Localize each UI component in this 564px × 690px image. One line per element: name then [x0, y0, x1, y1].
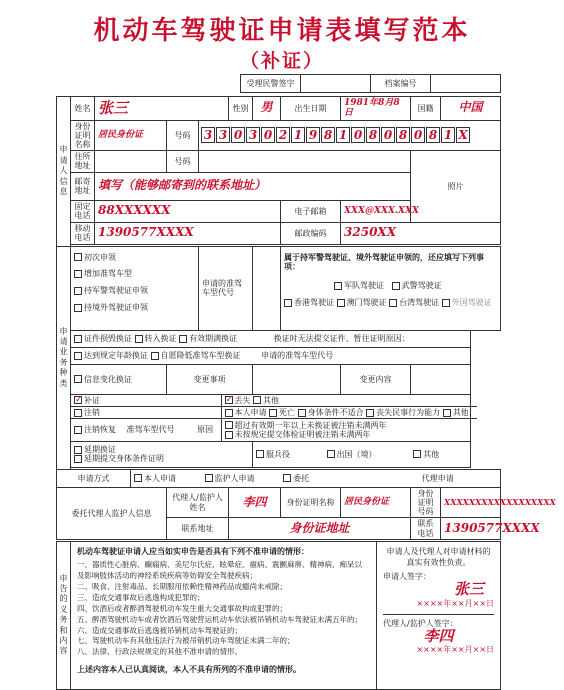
id-digit-box: 8: [321, 127, 335, 143]
agent-name-label: 代理人/监护人姓名: [167, 487, 229, 518]
checkbox-icon[interactable]: [74, 375, 82, 383]
id-digit-box: 8: [396, 127, 410, 143]
cancel-other-option[interactable]: 其他: [443, 408, 469, 417]
checkbox-icon[interactable]: [74, 446, 82, 454]
section-business-type: 申请业务种类: [57, 246, 71, 469]
checkbox-icon[interactable]: [205, 474, 213, 482]
checkbox-icon[interactable]: [135, 335, 143, 343]
agent-address-value: 身份证地址: [289, 520, 350, 535]
id-number-label: 号码: [167, 120, 199, 151]
declaration-item: 四、饮酒后或者醉酒驾驶机动车发生重大交通事故构成犯罪的；: [77, 603, 287, 613]
entrust-option[interactable]: 委托: [283, 474, 309, 483]
agent-phone-label: 联系电话: [411, 518, 441, 539]
agent-name-value: 李四: [242, 494, 267, 509]
info-change-option[interactable]: 信息变化换证: [71, 364, 167, 394]
cancel-reasons: [221, 407, 477, 419]
police-option[interactable]: 武警驾驶证: [392, 281, 442, 290]
declaration-item: 及影响肢体活动的神经系统疾病等妨碍安全驾驶疾病；: [77, 571, 257, 581]
macau-option[interactable]: 澳门驾驶证: [337, 298, 387, 307]
file-number-label: 档案编号: [371, 75, 431, 93]
header-table: [240, 74, 501, 93]
agent-id-number-value: XXXXXXXXXXXXXXXXXX: [444, 497, 556, 507]
agent-id-type-value: 居民身份证: [344, 497, 390, 508]
apply-class-label: 申请的准驾车型代号: [199, 246, 253, 330]
id-digit-box: 8: [426, 127, 440, 143]
checkbox-icon[interactable]: [74, 270, 82, 278]
checkbox-icon[interactable]: [225, 421, 233, 429]
checkbox-icon[interactable]: [389, 299, 397, 307]
postcode-value: 3250XX: [344, 225, 397, 240]
photo-label: 照片: [447, 181, 464, 191]
lost-option[interactable]: ✓丢失: [225, 395, 251, 406]
file-number-field[interactable]: [431, 75, 501, 93]
agent-date: ××××年××月××日: [416, 645, 495, 655]
checkbox-icon[interactable]: [283, 474, 291, 482]
agent-apply-label: 代理申请: [421, 473, 454, 483]
military-license-option[interactable]: 持军警驾驶证申领: [74, 283, 195, 300]
expired-not-renew-option[interactable]: 超过有效期一年以上未换证被注销未满两年: [225, 421, 475, 430]
signature-block: [377, 541, 501, 689]
name-label: 姓名: [71, 97, 95, 121]
postcode-field[interactable]: [341, 222, 501, 244]
checkbox-icon[interactable]: [74, 352, 82, 360]
cancel-person-option[interactable]: 本人申请: [225, 408, 267, 417]
method-options: [131, 469, 501, 487]
cancel-option[interactable]: 注销: [71, 407, 221, 419]
declaration-items: [77, 560, 370, 658]
id-type-field[interactable]: [95, 120, 167, 151]
agent-id-number-field[interactable]: [441, 487, 556, 518]
declaration-heading: 机动车驾驶证申请人应当如实申告是否具有下列不准申请的情形：: [77, 546, 309, 556]
agent-id-type-field[interactable]: [341, 487, 411, 518]
agent-sign-field[interactable]: [383, 628, 494, 645]
guardian-apply-option[interactable]: 监护人申请: [205, 474, 255, 483]
name-value: 张三: [98, 98, 129, 117]
checkbox-icon[interactable]: [151, 352, 159, 360]
declaration-footer: 上述内容本人已认真阅读，本人不具有所列的不准申请的情形。: [77, 665, 301, 675]
id-type-value: 居民身份证: [98, 130, 144, 141]
method-label: 申请方式: [57, 469, 131, 487]
postal-address-label: 邮寄地址: [71, 172, 95, 200]
checkbox-icon[interactable]: [179, 335, 187, 343]
main-form: [56, 96, 556, 690]
military-note: 属于持军警驾驶证、境外驾驶证申领的，还应填写下列事项：: [284, 252, 485, 271]
checkbox-icon[interactable]: [269, 409, 277, 417]
checkbox-icon[interactable]: [225, 409, 233, 417]
id-digit-box: 3: [216, 127, 230, 143]
section-declaration: 申告的义务和内容: [57, 541, 71, 689]
reason-label: 原因: [197, 425, 214, 435]
phone-value: 88XXXXXX: [98, 203, 171, 218]
checkbox-icon[interactable]: [334, 282, 342, 290]
mobile-label: 移动电话: [71, 222, 95, 244]
phone-label: 固定电话: [71, 200, 95, 222]
mobile-value: 1390577XXXX: [98, 225, 194, 240]
cancel-recover-option[interactable]: 注销恢复: [74, 425, 116, 434]
delay-reasons: [253, 441, 471, 467]
mobile-field[interactable]: [95, 222, 281, 244]
foreign-option[interactable]: 外国驾驶证: [442, 298, 492, 307]
checkbox-icon[interactable]: [74, 335, 82, 343]
change-content-label: 变更内容: [341, 364, 411, 394]
age-row: [71, 347, 471, 364]
agent-label: 委托代理人监护人信息: [57, 487, 167, 539]
reissue-cancel-block: [71, 394, 471, 441]
gender-label: 性别: [229, 97, 253, 121]
license-origin-row-1: [284, 281, 497, 290]
reissue-reason: [221, 395, 477, 407]
id-digit-box: 1: [441, 127, 455, 143]
checkbox-icon[interactable]: [298, 409, 306, 417]
checkbox-icon[interactable]: [443, 409, 451, 417]
nationality-field[interactable]: [441, 97, 501, 121]
declaration-item: 七、驾驶机动车有其他违法行为被吊销机动车驾驶证未满二年的；: [77, 636, 295, 646]
agent-id-number-label: 身份证明号码: [411, 487, 441, 518]
nationality-label: 国籍: [411, 97, 441, 121]
checkbox-icon[interactable]: [74, 287, 82, 295]
checkbox-icon[interactable]: [74, 304, 82, 312]
declaration-item: 六、造成交通事故后逃逸被吊销机动车驾驶证的；: [77, 625, 242, 635]
other2-option[interactable]: 其他: [413, 450, 439, 459]
agent-id-label: 身份证明名称: [281, 487, 341, 518]
id-digit-box: 0: [411, 127, 425, 143]
id-digit-box: 3: [246, 127, 260, 143]
checkbox-icon[interactable]: [284, 299, 292, 307]
declaration-notes: [71, 541, 377, 689]
id-label: 身份证明名称: [71, 120, 95, 151]
section-applicant-info: 申请人信息: [57, 97, 71, 247]
checkbox-icon[interactable]: [74, 426, 82, 434]
email-value: XXX@XXX.XXX: [344, 205, 419, 216]
postal-address-value: 填写（能够邮寄到的联系地址）: [98, 178, 267, 193]
sign-note: 申请人及代理人对申请材料的真实有效性负责。: [386, 546, 491, 567]
renew-row: [71, 330, 471, 347]
checkbox-checked-icon[interactable]: ✓: [225, 395, 234, 406]
no-exam-cert-option[interactable]: 未按规定提交体检证明被注销未满两年: [225, 430, 475, 439]
id-digit-box: 0: [351, 127, 365, 143]
agent-phone-value: 1390577XXXX: [444, 520, 540, 535]
postal-address-field[interactable]: [95, 172, 411, 200]
applicant-signature: 张三: [454, 580, 485, 599]
postcode-label: 邮政编码: [281, 222, 341, 244]
reissue-inner: [71, 395, 477, 441]
checkbox-icon[interactable]: [337, 299, 345, 307]
checkbox-icon[interactable]: [413, 450, 421, 458]
email-label: 电子邮箱: [281, 200, 341, 222]
id-digit-box: 0: [261, 127, 275, 143]
delay-renew-option[interactable]: 延期换证: [74, 445, 249, 454]
cancel-death-option[interactable]: 死亡: [269, 408, 295, 417]
applicant-sign-field[interactable]: [383, 581, 494, 598]
gender-field[interactable]: [253, 97, 281, 121]
delay-exam-option[interactable]: 延期提交身体条件证明: [74, 454, 249, 463]
id-digit-boxes: [201, 128, 471, 143]
id-digit-box: 3: [201, 127, 215, 143]
email-field[interactable]: [341, 200, 419, 222]
overseas-license-option[interactable]: 持境外驾驶证申领: [74, 300, 195, 317]
recover-reasons: [221, 419, 477, 441]
number-label-2: 号码: [167, 151, 199, 172]
address-field[interactable]: [95, 151, 167, 172]
apply-class-code-label: 申请的准驾车型代号: [261, 351, 334, 361]
birth-value: 1981年8月8日: [344, 98, 400, 119]
change-item-label: 变更事项: [167, 364, 253, 394]
checkbox-icon[interactable]: [74, 409, 82, 417]
cancel-health-option[interactable]: 身体条件不适合: [298, 408, 364, 417]
first-apply-option[interactable]: 初次申领: [74, 250, 195, 267]
voluntary-lower-option[interactable]: 自愿降低准驾车型换证: [151, 351, 241, 360]
agent-sign-label: 代理人/监护人签字：: [383, 614, 494, 628]
id-digit-box: 1: [291, 127, 305, 143]
suspend-reason-label: 换证时无法提交证件、暂住证明原因：: [273, 334, 410, 344]
checkbox-icon[interactable]: [74, 253, 82, 261]
class-code-label: 准驾车型代号: [126, 425, 175, 435]
checkbox-icon[interactable]: [327, 450, 335, 458]
agent-phone-field[interactable]: [441, 518, 540, 539]
applicant-date: ××××年××月××日: [416, 598, 495, 608]
reissue-option[interactable]: ✓补证: [71, 395, 221, 407]
cert-damaged-option[interactable]: 证件损毁换证: [74, 334, 132, 343]
delay-block: [71, 441, 253, 467]
validity-expire-option[interactable]: 有效期满换证: [179, 334, 237, 343]
id-digit-box: 2: [276, 127, 290, 143]
declaration-item: 一、器质性心脏病、癫痫病、美尼尔氏症、眩晕症、癔病、震颤麻痹、精神病、痴呆以: [77, 560, 362, 570]
declaration-item: 五、醉酒驾驶机动车或者饮酒后驾驶营运机动车依法被吊销机动车驾驶证未满五年的；: [77, 614, 362, 624]
agent-address-field[interactable]: [229, 518, 411, 539]
declaration-item: 二、吸食、注射毒品、长期服用依赖性精神药品成瘾尚未戒除；: [77, 582, 287, 592]
id-digit-box: X: [456, 127, 470, 143]
agent-name-field[interactable]: [229, 487, 281, 518]
form-title: 机动车驾驶证申请表填写范本: [93, 16, 471, 46]
cancel-recover-block: [71, 419, 221, 441]
declaration-item: 八、法律、行政法规规定的其他不准申请的情形。: [77, 647, 242, 657]
id-number-field[interactable]: [199, 120, 501, 151]
army-option[interactable]: 军队驾驶证: [334, 281, 384, 290]
checkbox-checked-icon[interactable]: ✓: [75, 395, 83, 406]
other-option[interactable]: 其他: [253, 396, 279, 405]
name-field[interactable]: [95, 97, 229, 121]
age-over-option[interactable]: 达到规定年龄换证: [74, 351, 148, 360]
birth-label: 出生日期: [281, 97, 341, 121]
gender-value: 男: [260, 100, 273, 115]
nationality-value: 中国: [458, 100, 483, 115]
number-field-2[interactable]: [199, 151, 411, 172]
add-class-option[interactable]: 增加准驾车型: [74, 266, 195, 283]
id-digit-box: 0: [381, 127, 395, 143]
receiver-sign-label: 受理民警签字: [241, 75, 301, 93]
license-origin-row-2: [284, 298, 497, 307]
abroad-option[interactable]: 出国（境）: [327, 450, 377, 459]
first-apply-group: [71, 246, 199, 330]
military-service-option[interactable]: 服兵役: [256, 450, 290, 459]
id-digit-box: 9: [306, 127, 320, 143]
form-subtitle: （补证）: [239, 50, 324, 72]
change-item-field[interactable]: [253, 364, 341, 394]
agent-address-label: 联系地址: [167, 518, 229, 539]
birth-field[interactable]: [341, 97, 411, 121]
photo-box: [411, 151, 501, 222]
phone-field[interactable]: [95, 200, 281, 222]
military-note-block: [281, 246, 501, 330]
apply-class-field[interactable]: [253, 246, 281, 330]
checkbox-icon[interactable]: [442, 299, 450, 307]
taiwan-option[interactable]: 台湾驾驶证: [389, 298, 439, 307]
checkbox-icon[interactable]: [366, 409, 374, 417]
declaration-item: 三、造成交通事故后逃逸构成犯罪的；: [77, 592, 205, 602]
checkbox-icon[interactable]: [253, 396, 261, 404]
transfer-in-option[interactable]: 转入换证: [135, 334, 177, 343]
id-digit-box: 0: [231, 127, 245, 143]
hk-option[interactable]: 香港驾驶证: [284, 298, 334, 307]
checkbox-icon[interactable]: [256, 450, 264, 458]
checkbox-icon[interactable]: [74, 455, 82, 463]
id-digit-box: 1: [336, 127, 350, 143]
receiver-sign-field[interactable]: [301, 75, 371, 93]
id-digit-box: 8: [366, 127, 380, 143]
self-apply-option[interactable]: 本人申请: [134, 474, 176, 483]
checkbox-icon[interactable]: [134, 474, 142, 482]
checkbox-icon[interactable]: [392, 282, 400, 290]
address-label: 住所地址: [71, 151, 95, 172]
agent-signature: 李四: [423, 626, 454, 645]
change-content-field[interactable]: [411, 364, 471, 394]
cancel-incapable-option[interactable]: 丧失民事行为能力: [366, 408, 440, 417]
applicant-sign-label: 申请人签字：: [383, 572, 432, 582]
checkbox-icon[interactable]: [225, 431, 233, 439]
